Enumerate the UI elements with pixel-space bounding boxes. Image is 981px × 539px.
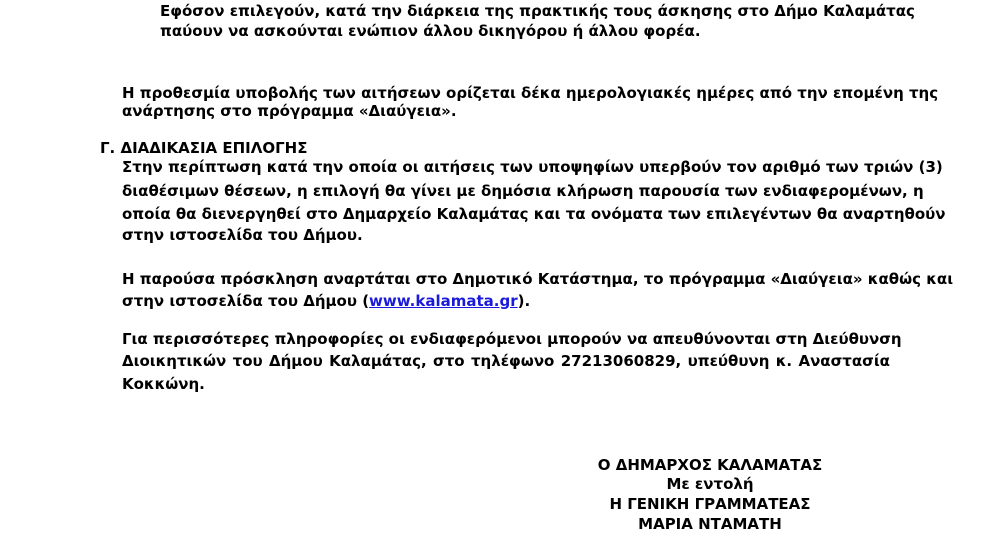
publication-text-after-link: ). <box>517 292 531 310</box>
publication-paragraph-line-2 <box>122 292 530 310</box>
section-g-line-1: Στην περίπτωση κατά την οποία οι αιτήσεις των υποψηφίων υπερβούν τον αριθμό των τριών (3) <box>122 158 943 176</box>
info-paragraph-line-2: Διοικητικών του Δήμου Καλαμάτας, στο τηλέφωνο 27213060829, υπεύθυνη κ. Αναστασία <box>122 352 890 370</box>
top-paragraph-line-1: Εφόσον επιλεγούν, κατά την διάρκεια της πρακτικής τους άσκησης στο Δήμο Καλαμάτας <box>160 2 915 20</box>
top-paragraph-line-2: παύουν να ασκούνται ενώπιον άλλου δικηγόρου ή άλλου φορέα. <box>160 22 701 40</box>
info-paragraph-line-3: Κοκκώνη. <box>122 375 205 393</box>
publication-paragraph-line-1: Η παρούσα πρόσκληση αναρτάται στο Δημοτικό Κατάστημα, το πρόγραμμα «Διαύγεια» καθώς και <box>122 270 954 288</box>
kalamata-website-link[interactable]: www.kalamata.gr <box>369 292 518 310</box>
signature-by-order: Με εντολή <box>666 475 754 493</box>
signature-general-secretary: Η ΓΕΝΙΚΗ ΓΡΑΜΜΑΤΕΑΣ <box>609 495 811 513</box>
section-g-heading: Γ. ΔΙΑΔΙΚΑΣΙΑ ΕΠΙΛΟΓΗΣ <box>100 139 308 157</box>
info-paragraph-line-1: Για περισσότερες πληροφορίες οι ενδιαφερόμενοι μπορούν να απευθύνονται στη Διεύθυνση <box>122 330 902 348</box>
section-g-line-4: στην ιστοσελίδα του Δήμου. <box>122 226 363 244</box>
publication-text-before-link: στην ιστοσελίδα του Δήμου ( <box>122 292 370 310</box>
section-g-line-3: οποία θα διενεργηθεί στο Δημαρχείο Καλαμάτας και τα ονόματα των επιλεγέντων θα αναρτηθούν <box>122 205 946 223</box>
signature-name: ΜΑΡΙΑ ΝΤΑΜΑΤΗ <box>638 515 782 533</box>
deadline-paragraph-line-1: Η προθεσμία υποβολής των αιτήσεων ορίζεται δέκα ημερολογιακές ημέρες από την επομένη της <box>122 84 939 102</box>
signature-mayor-title: Ο ΔΗΜΑΡΧΟΣ ΚΑΛΑΜΑΤΑΣ <box>597 456 823 474</box>
deadline-paragraph-line-2: ανάρτησης στο πρόγραμμα «Διαύγεια». <box>122 102 457 120</box>
section-g-line-2: διαθέσιμων θέσεων, η επιλογή θα γίνει με δημόσια κλήρωση παρουσία των ενδιαφερομένων, η <box>122 182 924 200</box>
